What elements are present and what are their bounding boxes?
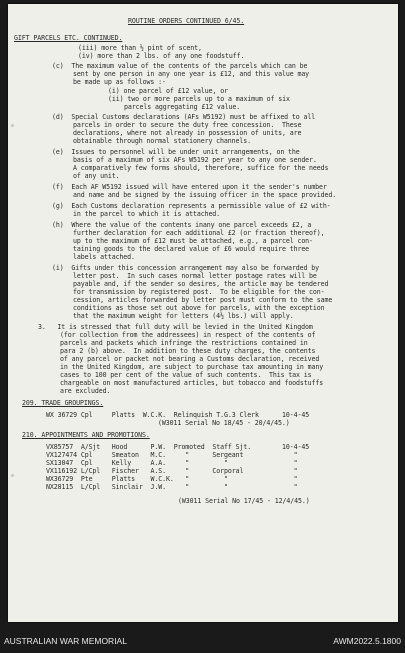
footer-accession-number: AWM2022.5.1800 bbox=[333, 636, 401, 646]
body-line: obtainable through normal stationery channels. bbox=[73, 137, 252, 145]
body-line: labels attached. bbox=[73, 253, 135, 261]
body-line: (h) Where the value of the contents inany one parcel exceeds £2, a bbox=[52, 221, 312, 229]
appointments-heading: 210. APPOINTMENTS AND PROMOTIONS. bbox=[22, 431, 150, 439]
appointment-row: WX36729 Pte Platts W.C.K. " " " bbox=[46, 475, 298, 483]
appointment-row: VX127474 Cpl Smeaton M.C. " Sergeant " bbox=[46, 451, 298, 459]
section-heading: GIFT PARCELS ETC. CONTINUED. bbox=[14, 34, 123, 42]
trade-heading: 209. TRADE GROUPINGS. bbox=[22, 399, 104, 407]
document-title: ROUTINE ORDERS CONTINUED 6/45. bbox=[128, 17, 245, 25]
trade-line: WX 36729 Cpl Platts W.C.K. Relinquish T.G.3 Clerk 10-4-45 bbox=[46, 411, 310, 419]
body-line: parcels and packets which infringe the restrictions contained in bbox=[60, 339, 308, 347]
body-line: (i) Gifts under this concession arrangement may also be forwarded by bbox=[52, 264, 320, 272]
body-line: in the parcel to which it is attached. bbox=[73, 210, 221, 218]
footer-institution: AUSTRALIAN WAR MEMORIAL bbox=[4, 636, 127, 646]
body-line: para 2 (b) above. In addition to these duty charges, the contents bbox=[60, 347, 316, 355]
body-line: of any parcel or packet not bearing a Customs declaration, received bbox=[60, 355, 320, 363]
body-line: sent by one person in any one year is £12, and this value may bbox=[73, 70, 310, 78]
body-line: (for collection from the addressees) in respect of the contents of bbox=[60, 331, 316, 339]
body-line: further declaration for each additional £2 (or fraction thereof), bbox=[73, 229, 325, 237]
punch-hole bbox=[11, 124, 14, 127]
body-line: that the maximum weight for letters (4½ lbs.) will apply. bbox=[73, 312, 294, 320]
body-line: 3. It is stressed that full duty will be levied in the United Kingdom bbox=[38, 323, 313, 331]
body-line: payable and, if the sender so desires, the article may be tendered bbox=[73, 280, 329, 288]
body-line: are excluded. bbox=[60, 387, 111, 395]
punch-hole bbox=[11, 474, 14, 477]
appointment-row: NX28115 L/Cpl Sinclair J.W. " " " bbox=[46, 483, 298, 491]
body-line: (e) Issues to personnel will be under unit arrangements, on the bbox=[52, 148, 300, 156]
body-line: (iv) more than 2 lbs. of any one foodstuff. bbox=[78, 52, 245, 60]
body-line: and name and be signed by the issuing officer in the space provided. bbox=[73, 191, 337, 199]
body-line: (d) Special Customs declarations (AFs W5192) must be affixed to all bbox=[52, 113, 316, 121]
document-page bbox=[8, 4, 398, 622]
appointment-row: VX85757 A/Sjt Hood P.W. Promoted Staff Sjt. 10-4-45 bbox=[46, 443, 310, 451]
appointments-serial: (W3011 Serial No 17/45 - 12/4/45.) bbox=[178, 497, 310, 505]
body-line: declarations, where not already in possession of units, are bbox=[73, 129, 302, 137]
body-line: (ii) two or more parcels up to a maximum of six bbox=[108, 95, 290, 103]
body-line: (f) Each AF W5192 issued will have entered upon it the sender's number bbox=[52, 183, 327, 191]
body-line: parcels in order to secure the duty free concession. These bbox=[73, 121, 302, 129]
body-line: letter post. In such cases normal letter postage rates will be bbox=[73, 272, 317, 280]
body-line: cases to 100 per cent of the value of such contents. This tax is bbox=[60, 371, 312, 379]
body-line: up to the maximum of £12 must be attached, e.g., a parcel con- bbox=[73, 237, 313, 245]
appointment-row: VX116192 L/Cpl Fischer A.S. " Corporal " bbox=[46, 467, 298, 475]
body-line: (i) one parcel of £12 value, or bbox=[108, 87, 228, 95]
body-line: conditions as those set out above for parcels, with the exception bbox=[73, 304, 325, 312]
body-line: be made up as follows :- bbox=[73, 78, 166, 86]
body-line: parcels aggregating £12 value. bbox=[124, 103, 241, 111]
archive-footer bbox=[0, 633, 405, 653]
body-line: basis of a maximum of six AFs W5192 per year to any one sender. bbox=[73, 156, 317, 164]
body-line: (c) The maximum value of the contents of the parcels which can be bbox=[52, 62, 308, 70]
body-line: taining goods to the declared value of £6 would require three bbox=[73, 245, 310, 253]
body-line: of any unit. bbox=[73, 172, 120, 180]
body-line: chargeable on most manufactured articles, but tobacco and foodstuffs bbox=[60, 379, 324, 387]
body-line: for transmission by registered post. To be eligible for the con- bbox=[73, 288, 325, 296]
body-line: A comparatively few forms should, therefore, suffice for the needs bbox=[73, 164, 329, 172]
body-line: (iii) more than ½ pint of scent, bbox=[78, 44, 202, 52]
trade-serial: (W3011 Serial No 18/45 - 20/4/45.) bbox=[158, 419, 290, 427]
body-line: cession, articles forwarded by letter post must conform to the same bbox=[73, 296, 333, 304]
body-line: in the United Kingdom, are subject to purchase tax amounting in many bbox=[60, 363, 324, 371]
body-line: (g) Each Customs declaration represents a permissible value of £2 with- bbox=[52, 202, 331, 210]
appointment-row: SX13047 Cpl Kelly A.A. " " " bbox=[46, 459, 298, 467]
